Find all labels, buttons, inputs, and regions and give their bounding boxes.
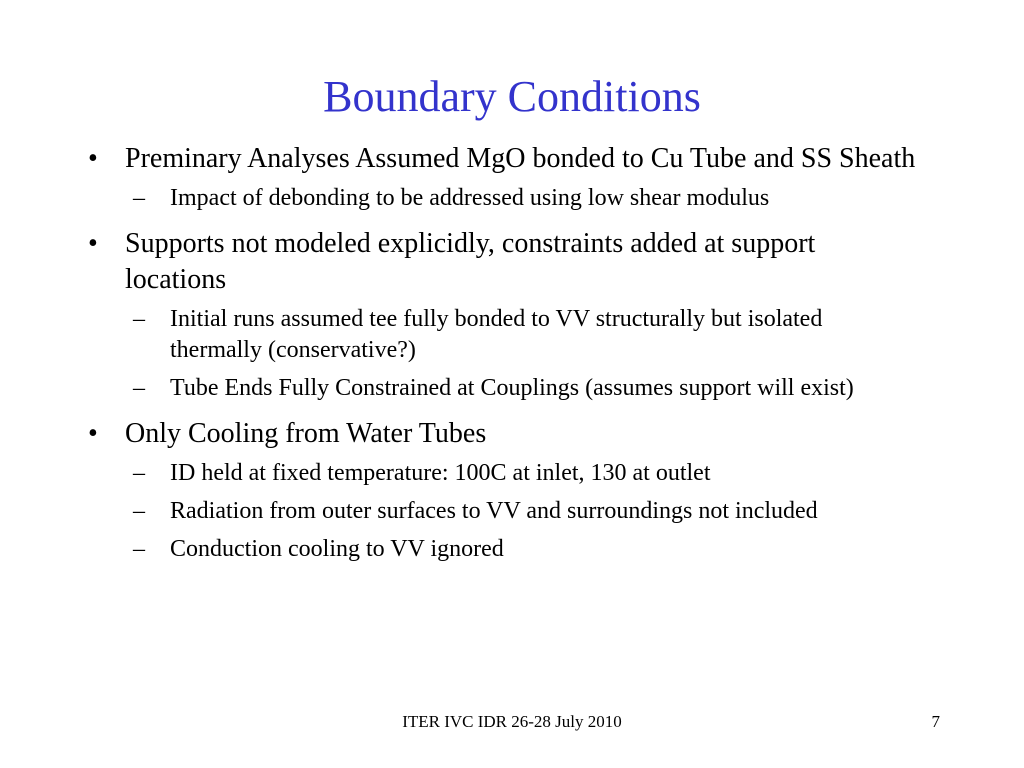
sub-bullet-text: ID held at fixed temperature: 100C at inlet, 130 at outlet: [170, 460, 711, 486]
sub-bullet-text: Impact of debonding to be addressed using low shear modulus: [170, 185, 770, 211]
bullet-item: [88, 226, 918, 298]
sub-bullet-text: Radiation from outer surfaces to VV and surroundings not included: [170, 498, 818, 524]
dash-marker: –: [133, 498, 145, 524]
bullet-marker: •: [88, 143, 98, 174]
sub-bullet-item: [133, 373, 918, 404]
dash-marker: –: [133, 185, 145, 211]
page-number: 7: [931, 712, 940, 731]
sub-list: [88, 458, 918, 565]
bullet-text: Preminary Analyses Assumed MgO bonded to Cu Tube and SS Sheath: [125, 143, 916, 174]
dash-marker: –: [133, 536, 145, 562]
dash-marker: –: [133, 375, 145, 401]
bullet-item: [88, 141, 918, 177]
sub-bullet-item: [133, 304, 918, 366]
bullet-text: Supports not modeled explicidly, constraints added at support locations: [125, 228, 816, 295]
sub-bullet-item: [133, 183, 918, 214]
sub-bullet-item: [133, 534, 918, 565]
bullet-item: [88, 416, 918, 452]
bullet-marker: •: [88, 228, 98, 259]
slide-body: [88, 141, 918, 565]
bullet-marker: •: [88, 418, 98, 449]
footer-text: ITER IVC IDR 26-28 July 2010: [402, 712, 622, 731]
slide-title: Boundary Conditions: [323, 72, 701, 121]
sub-bullet-item: [133, 458, 918, 489]
dash-marker: –: [133, 460, 145, 486]
sub-bullet-text: Tube Ends Fully Constrained at Couplings (assumes support will exist): [170, 375, 854, 401]
dash-marker: –: [133, 306, 145, 332]
sub-bullet-text: Initial runs assumed tee fully bonded to VV structurally but isolated thermally (conservative?): [170, 306, 823, 363]
sub-bullet-item: [133, 496, 918, 527]
bullet-text: Only Cooling from Water Tubes: [125, 418, 487, 449]
sub-list: [88, 183, 918, 214]
sub-bullet-text: Conduction cooling to VV ignored: [170, 536, 504, 562]
sub-list: [88, 304, 918, 404]
